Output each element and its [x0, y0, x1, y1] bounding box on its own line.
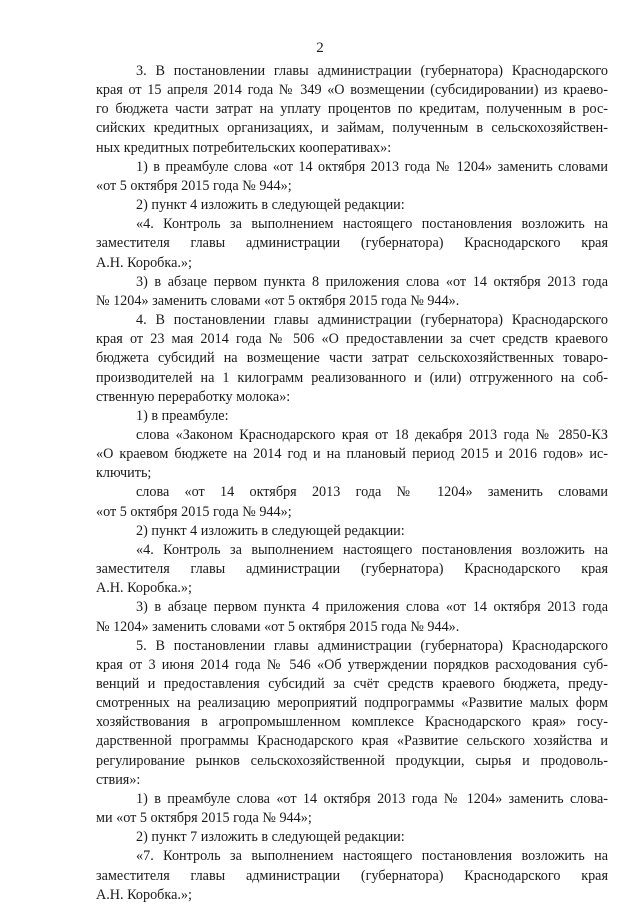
- text-line: ми «от 5 октября 2015 года № 944»;: [96, 810, 312, 827]
- text-line: «4. Контроль за выполнением настоящего постановления возложить на: [136, 216, 608, 233]
- text-line: производителей на 1 килограмм реализованного и (или) отгруженного на соб-: [96, 369, 608, 386]
- text-line: «7. Контроль за выполнением настоящего постановления возложить на: [136, 848, 608, 865]
- text-line: регулирование рынков сельскохозяйственной продукции, сырья и продоволь-: [96, 752, 608, 769]
- text-line: «4. Контроль за выполнением настоящего постановления возложить на: [136, 541, 608, 558]
- text-line: края от 23 мая 2014 года № 506 «О предоставлении за счет средств краевого: [96, 331, 608, 348]
- text-line: заместителя главы администрации (губернатора) Краснодарского края: [96, 235, 608, 252]
- text-line: го бюджета части затрат на уплату процентов по кредитам, полученным в рос-: [96, 101, 608, 118]
- text-line: края от 15 апреля 2014 года № 349 «О возмещении (субсидировании) из краево-: [96, 82, 608, 99]
- text-line: 1) в преамбуле:: [136, 407, 229, 424]
- text-line: «О краевом бюджете на 2014 год и на плановый период 2015 и 2016 годов» ис-: [96, 446, 608, 463]
- text-line: 2) пункт 4 изложить в следующей редакции:: [136, 522, 405, 539]
- text-line: «от 5 октября 2015 года № 944»;: [96, 177, 292, 194]
- text-line: 3) в абзаце первом пункта 4 приложения слова «от 14 октября 2013 года: [136, 599, 608, 616]
- text-line: 1) в преамбуле слова «от 14 октября 2013 года № 1204» заменить слова-: [136, 790, 608, 807]
- text-line: ных кредитных потребительских кооперативах»:: [96, 139, 392, 156]
- text-line: № 1204» заменить словами «от 5 октября 2015 года № 944».: [96, 292, 460, 309]
- text-line: заместителя главы администрации (губернатора) Краснодарского края: [96, 867, 608, 884]
- text-line: слова «Законом Краснодарского края от 18 декабря 2013 года № 2850-КЗ: [136, 426, 608, 443]
- text-line: заместителя главы администрации (губернатора) Краснодарского края: [96, 561, 608, 578]
- document-body: [96, 62, 608, 905]
- text-line: 3. В постановлении главы администрации (губернатора) Краснодарского: [136, 63, 608, 79]
- text-line: ключить;: [96, 465, 152, 482]
- text-line: смотренных на реализацию мероприятий подпрограммы «Развитие малых форм: [96, 695, 608, 712]
- text-line: хозяйствования в агропромышленном комплексе Краснодарского края» госу-: [96, 714, 608, 731]
- text-line: А.Н. Коробка.»;: [96, 886, 192, 903]
- text-line: 1) в преамбуле слова «от 14 октября 2013 года № 1204» заменить словами: [136, 158, 608, 175]
- text-line: 2) пункт 4 изложить в следующей редакции:: [136, 197, 405, 214]
- text-line: сийских кредитных организациях, и займам, полученным в сельскохозяйствен-: [96, 120, 608, 137]
- text-line: 2) пункт 7 изложить в следующей редакции:: [136, 829, 405, 846]
- text-line: ствия»:: [96, 771, 141, 788]
- text-line: № 1204» заменить словами «от 5 октября 2015 года № 944».: [96, 618, 460, 635]
- text-line: края от 3 июня 2014 года № 546 «Об утверждении порядков расходования суб-: [96, 656, 608, 673]
- text-line: 3) в абзаце первом пункта 8 приложения слова «от 14 октября 2013 года: [136, 273, 608, 290]
- text-line: дарственной программы Краснодарского края «Развитие сельского хозяйства и: [96, 733, 608, 750]
- text-line: А.Н. Коробка.»;: [96, 254, 192, 271]
- text-line: венций и предоставления субсидий за счёт средств краевого бюджета, преду-: [96, 676, 608, 692]
- page-number: 2: [316, 40, 324, 56]
- text-line: слова «от 14 октября 2013 года № 1204» заменить словами: [136, 484, 608, 501]
- text-line: «от 5 октября 2015 года № 944»;: [96, 503, 292, 520]
- text-line: ственную переработку молока»:: [96, 388, 291, 405]
- text-line: бюджета субсидий на возмещение части затрат сельскохозяйственных товаро-: [96, 350, 608, 367]
- text-line: 4. В постановлении главы администрации (губернатора) Краснодарского: [136, 312, 608, 329]
- text-line: А.Н. Коробка.»;: [96, 580, 192, 597]
- text-line: 5. В постановлении главы администрации (губернатора) Краснодарского: [136, 637, 608, 654]
